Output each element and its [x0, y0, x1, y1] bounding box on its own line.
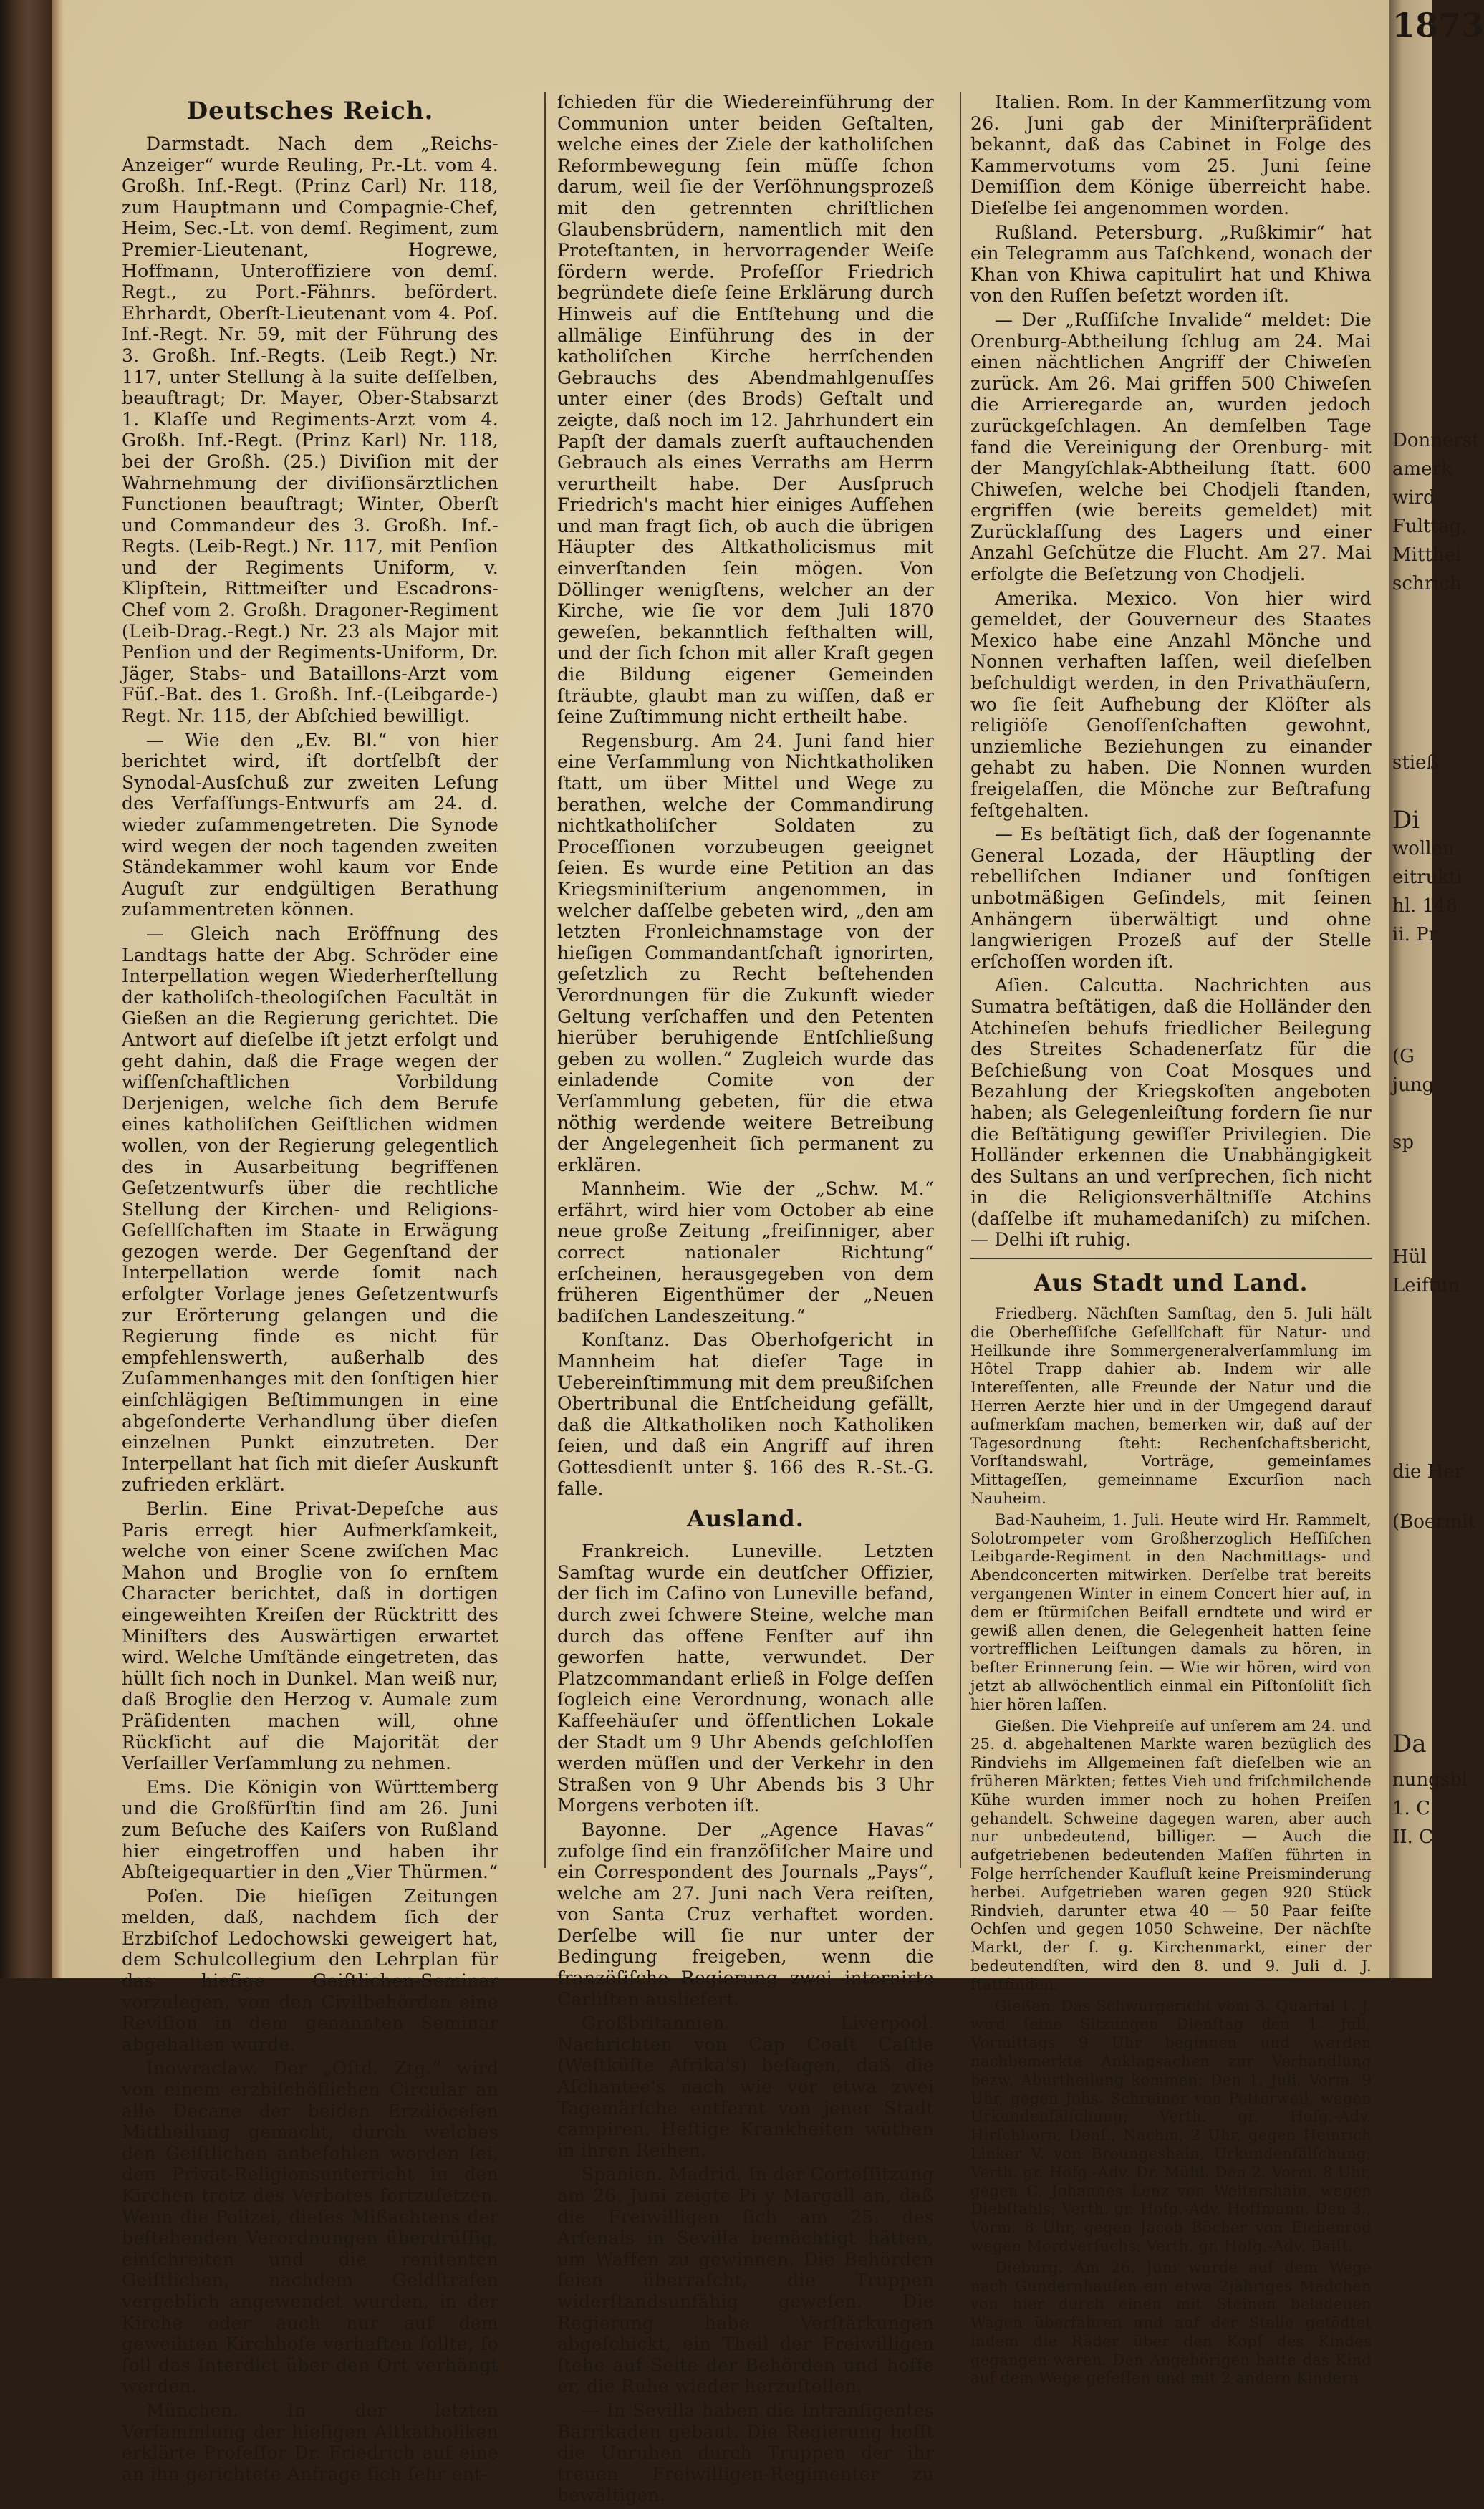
- next-page-fragment: 1. C: [1392, 1798, 1430, 1819]
- article-paragraph: — Gleich nach Eröffnung des Landtags hatte der Abg. Schröder eine Interpellation wegen Wiederherſtellung der katholiſch-theologiſchen Facultät in Gießen an die Regierung gerichtet. Die Antwort auf dieſelbe iſt jetzt erfolgt und geht dahin, daß die Frage wegen der wiſſenſchaftlichen Vorbildung Derjenigen, welche ſich dem Berufe eines katholiſchen Geiſtlichen widmen wollen, von der Regierung gelegentlich des in Ausarbeitung begriffenen Geſetzentwurfs über die rechtliche Stellung der Kirchen- und Religions-Geſellſchaften im Staate in Erwägung gezogen werde. Der Gegenſtand der Interpellation werde ſomit nach erfolgter Vorlage jenes Geſetzentwurfs zur Erörterung gelangen und die Regierung finde es nicht für empfehlenswerth, außerhalb des Zuſammenhanges mit den ſonſtigen hier einſchlägigen Beſtimmungen in eine abgeſonderte Verhandlung über dieſen einzelnen Punkt einzutreten. Der Interpellant hat ſich mit dieſer Auskunft zufrieden erklärt.: [122, 923, 498, 1496]
- section-heading-aus-stadt-und-land: Aus Stadt und Land.: [1034, 1269, 1309, 1297]
- column-middle: [557, 92, 934, 2509]
- article-paragraph: ſchieden für die Wiedereinführung der Communion unter beiden Geſtalten, welche eines der Ziele der katholiſchen Reformbewegung ſein müſſe ſchon darum, weil ſie der Verſöhnungsprozeß mit den getrennten chriſtlichen Glaubensbrüdern, namentlich mit den Proteſtanten, in hervorragender Weiſe fördern werde. Profeſſor Friedrich begründete dieſe ſeine Erklärung durch Hinweis auf die Entſtehung und die allmälige Einführung des in der katholiſchen Kirche herrſchenden Gebrauchs des Abendmahlgenuſſes unter einer (des Brods) Geſtalt und zeigte, daß noch im 12. Jahrhundert ein Papſt der damals zuerſt auftauchenden Gebrauch als eines Verraths am Herrn verurtheilt habe. Der Ausſpruch Friedrich's macht hier einiges Aufſehen und man fragt ſich, ob auch die übrigen Häupter des Altkatholicismus mit einverſtanden ſein mögen. Von Döllinger wenigſtens, welcher an der Kirche, wie ſie vor dem Juli 1870 geweſen, bekanntlich feſthalten will, und der ſich ſchon mit aller Kraft gegen die Bildung eigener Gemeinden ſträubte, glaubt man zu wiſſen, daß er ſeine Zuſtimmung nicht ertheilt habe.: [557, 92, 934, 728]
- next-page-fragment: (Boermit: [1392, 1511, 1476, 1533]
- book-binding-spine: [0, 0, 52, 1978]
- next-page-fragment: Di: [1392, 806, 1420, 834]
- section-heading-deutsches-reich: Deutsches Reich.: [186, 97, 434, 125]
- article-paragraph: — Es beſtätigt ſich, daß der ſogenannte General Lozada, der Häuptling der rebelliſchen Indianer und ſonſtigen unbotmäßigen Geſindels, mit ſeinen Anhängern überwältigt und ohne langwierigen Prozeß auf der Stelle erſchoſſen worden iſt.: [970, 824, 1372, 972]
- article-paragraph: Gießen. Das Schwurgericht vom 3. Quartal 1. J. wird ſeine Sitzungen Dienſtag den 1. Juli, Vormittags 9 Uhr beginnen und werden nachbemerkte Anklagsachen zur Verhandlung bezw. Aburtheilung kommen: Den 1. Juli, Vorm. 9 Uhr, gegen Johs. Schreiner von Petterweil, wegen Urkundenfälſchung; Verth. gr. Hofg.-Adv. Hirſchhorn, Denſ., Nachm. 2 Uhr, gegen Heinrich Linker V. von Breungeshain, Urkundenfälſchung; Verth. gr. Hofg.-Adv. Dr. Mühl. Den 2. Vorm. 8 Uhr, gegen C. Johannes Lenz von Weitershain, wegen Diebſtahls; Verth. gr. Hofg.-Adv. Hoffmann. Den 3., Vorm. 8 Uhr, gegen Jacob Böcher von Eichenrod wegen Mordverſuchs; Verth. gr. Hofg.-Adv. Baiſt.: [970, 1997, 1372, 2255]
- next-page-fragment: sp: [1392, 1132, 1414, 1153]
- next-page-fragment: Fulttag,: [1392, 516, 1468, 537]
- article-paragraph: Frankreich. Luneville. Letzten Samſtag wurde ein deutſcher Offizier, der ſich im Caſino von Luneville befand, durch zwei ſchwere Steine, welche man durch das offene Fenſter auf ihn geworfen hatte, verwundet. Der Platzcommandant erließ in Folge deſſen ſogleich eine Verordnung, wonach alle Kaffeehäuſer und öffentlichen Lokale der Stadt um 9 Uhr Abends geſchloſſen werden müſſen und der Verkehr in den Straßen von 9 Uhr Abends bis 3 Uhr Morgens verboten iſt.: [557, 1541, 934, 1816]
- next-page-fragment: II. C: [1392, 1826, 1433, 1848]
- article-paragraph: — Der „Ruſſiſche Invalide“ meldet: Die Orenburg-Abtheilung ſchlug am 24. Mai einen nächtlichen Angriff der Chiweſen zurück. Am 26. Mai griffen 500 Chiweſen die Arrieregarde an, wurden jedoch zurückgeſchlagen. An demſelben Tage fand die Vereinigung der Orenburg- mit der Mangyſchlak-Abtheilung ſtatt. 600 Chiweſen, welche bei Chodjeli ſtanden, ergriffen (wie bereits gemeldet) mit Zurücklaſſung des Lagers und einer Anzahl Geſchütze die Flucht. Am 27. Mai erfolgte die Beſetzung von Chodjeli.: [970, 309, 1372, 585]
- next-page-fragment: die Her: [1392, 1461, 1464, 1483]
- next-page-fragment: wollen: [1392, 838, 1455, 859]
- next-page-fragment: wird: [1392, 487, 1435, 509]
- next-page-fragment: nungsbl: [1392, 1769, 1468, 1791]
- next-page-fragment: 1873: [1392, 6, 1484, 44]
- article-paragraph: Großbritannien. Liverpool. Nachrichten von Cap Coaſt Caſtle (Weſtküſte Afrika's) beſagen, daß die Aſchantee's nach wie vor etwa zwei Tagemärſche entfernt von jener Stadt campiren. Heftige Krankheiten wüthen in ihren Reihen.: [557, 2013, 934, 2161]
- article-paragraph: — Wie den „Ev. Bl.“ von hier berichtet wird, iſt dortſelbſt der Synodal-Ausſchuß zur zweiten Leſung des Verfaſſungs-Entwurfs am 24. d. wieder zuſammengetreten. Die Synode wird wegen der noch tagenden zweiten Ständekammer wohl kaum vor Ende Auguſt zur endgültigen Berathung zuſammentreten können.: [122, 729, 498, 920]
- article-paragraph: Regensburg. Am 24. Juni fand hier eine Verſammlung von Nichtkatholiken ſtatt, um über Mittel und Wege zu berathen, welche der Commandirung nichtkatholiſcher Soldaten zu Proceſſionen vorzubeugen geeignet ſeien. Es wurde eine Petition an das Kriegsminiſterium angenommen, in welcher daſſelbe gebeten wird, „den am letzten Fronleichnamstage von der hieſigen Commandantſchaft ignorirten, geſetzlich zu Recht beſtehenden Verordnungen für die Zukunft wieder Geltung verſchaffen und den Petenten hierüber beruhigende Entſchließung geben zu wollen.“ Zugleich wurde das einladende Comite von der Verſammlung gebeten, für die etwa nöthig werdende weitere Betreibung der Angelegenheit ſich permanent zu erklären.: [557, 730, 934, 1175]
- article-paragraph: Berlin. Eine Privat-Depeſche aus Paris erregt hier Aufmerkſamkeit, welche von einer Scene zwiſchen Mac Mahon und Broglie von ſo ernſtem Character berichtet, daß in dortigen eingeweihten Kreiſen der Rücktritt des Miniſters des Auswärtigen erwartet wird. Welche Umſtände eingetreten, das hüllt ſich noch in Dunkel. Man weiß nur, daß Broglie den Herzog v. Aumale zum Präſidenten machen will, ohne Rückſicht auf die Majorität der Verſailler Verſammlung zu nehmen.: [122, 1498, 498, 1774]
- article-paragraph: Mannheim. Wie der „Schw. M.“ erfährt, wird hier vom October ab eine neue große Zeitung „freiſinniger, aber correct nationaler Richtung“ erſcheinen, herausgegeben von dem früheren Eigenthümer der „Neuen badiſchen Landeszeitung.“: [557, 1178, 934, 1326]
- column-left: [122, 92, 498, 2488]
- article-paragraph: Italien. Rom. In der Kammerſitzung vom 26. Juni gab der Miniſterpräſident bekannt, daß das Cabinet in Folge des Kammervotums vom 25. Juni ſeine Demiſſion dem Könige überreicht habe. Dieſelbe ſei angenommen worden.: [970, 92, 1372, 218]
- article-paragraph: Ems. Die Königin von Württemberg und die Großfürſtin ſind am 26. Juni zum Beſuche des Kaiſers von Rußland hier eingetroffen und haben ihr Abſteigequartier in den „Vier Thürmen.“: [122, 1776, 498, 1883]
- article-paragraph: Spanien. Madrid. In der Corteſſitzung am 26. Juni zeigte Pi y Margall an, daß die Freiwilligen ſich am 25. des Arſenals in Sevilla bemächtigt hätten, um Waffen zu gewinnen. Die Behörden ſeien überraſcht, die Truppen widerſtandsunfähig geweſen. Die Regierung habe Verſtärkungen abgeſchickt, ein Theil der Freiwilligen ſtehe auf Seite der Behörden und hoffe er, die Ruhe wieder herzuſtellen.: [557, 2164, 934, 2397]
- next-page-fragment: stieß: [1392, 752, 1439, 774]
- article-paragraph: Rußland. Petersburg. „Rußkimir“ hat ein Telegramm aus Taſchkend, wonach der Khan von Khiwa capitulirt hat und Khiwa von den Ruſſen beſetzt worden iſt.: [970, 221, 1372, 307]
- next-page-fragment: Mitthei: [1392, 544, 1462, 566]
- article-paragraph: Dieburg. Am 26. Juni wurde auf dem Wege nach Gundernhauſen ein etwa 2jähriges Mädchen von hier durch einen mit Steinen beladenen Wagen überfahren und auf der Stelle getödtet indem die Räder über den Kopf des Kindes gegangen waren. Den Angehörigen hatte das Kind auf dem Wege geſeſſen und mit 2 andern Kindern: [970, 2258, 1372, 2387]
- article-paragraph: Bad-Nauheim, 1. Juli. Heute wird Hr. Rammelt, Solotrompeter vom Großherzoglich Heſſiſchen Leibgarde-Regiment in den Nachmittags- und Abendconcerten mitwirken. Derſelbe trat bereits vergangenen Winter in einem Concert hier auf, in dem er ſtürmiſchen Beifall erndtete und wird er gewiß allen denen, die Gelegenheit hatten ſeine vortrefflichen Leiſtungen damals zu hören, in beſter Erinnerung ſein. — Wie wir hören, wird von jetzt ab allwöchentlich einmal ein Piſtonſoliſt ſich hier hören laſſen.: [970, 1511, 1372, 1713]
- article-paragraph: Aſien. Calcutta. Nachrichten aus Sumatra beſtätigen, daß die Holländer den Atchineſen behufs friedlicher Beilegung des Streites Schadenerſatz für die Beſchießung von Coat Mosques und Bezahlung der Kriegskoſten angeboten haben; als Gelegenleiſtung fordern ſie nur die Beſtätigung gewiſſer Privilegien. Die Holländer erkennen die Unabhängigkeit des Sultans an und verſprechen, ſich nicht in die Religionsverhältniſſe Atchins (daſſelbe iſt muhamedaniſch) zu miſchen. — Delhi iſt ruhig.: [970, 975, 1372, 1251]
- next-page-fragment: Hül: [1392, 1246, 1427, 1268]
- next-page-fragment: Leiftun: [1392, 1275, 1460, 1296]
- next-page-fragment: Donnerst: [1392, 430, 1480, 451]
- article-paragraph: — In Sevilla haben die Intranſigentes Barrikaden gebaut. Die Regierung hofft die Unruhen durch Truppen der ihr treuen Freiwilligen-Regimenter zu bewältigen.: [557, 2399, 934, 2506]
- article-paragraph: Konſtanz. Das Oberhofgericht in Mannheim hat dieſer Tage in Uebereinſtimmung mit dem preußiſchen Obertribunal die Entſcheidung gefällt, daß die Altkatholiken noch Katholiken ſeien, und daß ein Angriff auf ihren Gottesdienſt unter §. 166 des R.-St.-G. falle.: [557, 1329, 934, 1499]
- column-right: [970, 92, 1372, 2391]
- next-page-fragment: jung: [1392, 1074, 1435, 1096]
- next-page-fragment: hl. 148: [1392, 895, 1458, 917]
- next-page-fragment: Da: [1392, 1730, 1427, 1758]
- page-gutter-edge: [52, 0, 64, 1978]
- article-paragraph: Gießen. Die Viehpreiſe auf unſerem am 24. und 25. d. abgehaltenen Markte waren bezüglich des Rindviehs im Allgemeinen faſt dieſelben wie an früheren Märkten; fettes Vieh und friſchmilchende Kühe wurden immer noch zu hohen Preiſen gehandelt. Schweine dagegen waren, aber auch nur unbedeutend, billiger. — Auch die aufgetriebenen bedeutenden Maſſen führten in Folge herrſchender Kaufluſt keine Preisminderung herbei. Aufgetrieben waren gegen 920 Stück Rindvieh, darunter etwa 40 — 50 Paar feiſte Ochſen und gegen 1050 Schweine. Der nächſte Markt, der ſ. g. Kirchenmarkt, einer der bedeutendſten, wird den 8. und 9. Juli d. J. ſtattfinden.: [970, 1717, 1372, 1993]
- article-paragraph: Poſen. Die hieſigen Zeitungen melden, daß, nachdem ſich der Erzbiſchof Ledochowski geweigert hat, dem Schulcollegium den Lehrplan für das hieſige Geiſtlichen-Seminar vorzulegen, von den Civilbehörden eine Reviſion in dem genannten Seminar abgehalten wurde.: [122, 1885, 498, 2055]
- next-page-fragment: schrich: [1392, 573, 1462, 594]
- column-divider: [544, 92, 546, 1868]
- next-page-fragment: amerk: [1392, 458, 1452, 480]
- section-heading-ausland: Ausland.: [687, 1505, 804, 1533]
- article-paragraph: Friedberg. Nächſten Samſtag, den 5. Juli hält die Oberheſſiſche Geſellſchaft für Natur- und Heilkunde ihre Sommergeneralverſammlung im Hôtel Trapp dahier ab. Indem wir alle Intereſſenten, alle Freunde der Natur und die Herren Aerzte hier und in der Umgegend darauf aufmerkſam machen, bemerken wir, daß auf der Tagesordnung ſteht: Rechenſchaftsbericht, Vorſtandswahl, Vorträge, gemeinſames Mittageſſen, gemeinname Excurſion nach Nauheim.: [970, 1305, 1372, 1508]
- article-paragraph: Inowraclaw. Der „Oſtd. Ztg.“ wird von einem erzbiſchöflichen Circular an alle Decane der beiden Erzdiöceſen Mittheilung gemacht, durch welches den Geiſtlichen anbefohlen worden ſei, den Privat-Religionsunterricht in den Kirchen trotz des Verbotes fortzuſetzen. Wenn die Polizei, dieſes Mißachtens der beſtehenden Verordnungen überdrüſſig, einſchreiten und die renitenten Geiſtlichen, nachdem Geldſtrafen vergeblich angewendet wurden, in der Kirche oder auch nur auf dem geweihten Kirchhofe verhaften ſollte, ſo ſoll das Interdict über den Ort verhängt werden.: [122, 2058, 498, 2397]
- article-paragraph: Bayonne. Der „Agence Havas“ zufolge ſind ein franzöſiſcher Maire und ein Correspondent des Journals „Pays“, welche am 27. Juni nach Vera reiſten, von Santa Cruz verhaftet worden. Derſelbe will ſie nur unter der Bedingung freigeben, wenn die franzöſiſche Regierung zwei internirte Carliſten ausliefert.: [557, 1819, 934, 2010]
- next-page-fragment: ii. Pr: [1392, 924, 1438, 945]
- article-paragraph: Amerika. Mexico. Von hier wird gemeldet, der Gouverneur des Staates Mexico habe eine Anzahl Mönche und Nonnen verhaften laſſen, weil dieſelben beſchuldigt werden, in den Privathäuſern, wo ſie ſeit Aufhebung der Klöſter als religiöſe Genoſſenſchaften gewohnt, unziemliche Beziehungen zu einander gehabt zu haben. Die Nonnen wurden freigelaſſen, die Mönche zur Beſtrafung feſtgehalten.: [970, 587, 1372, 821]
- next-page-fragment: (G: [1392, 1046, 1415, 1067]
- adjacent-page-edge: [1389, 0, 1484, 1978]
- article-paragraph: Darmstadt. Nach dem „Reichs-Anzeiger“ wurde Reuling, Pr.-Lt. vom 4. Großh. Inf.-Regt. (Prinz Carl) Nr. 118, zum Hauptmann und Compagnie-Chef, Heim, Sec.-Lt. von demſ. Regiment, zum Premier-Lieutenant, Hogrewe, Hoffmann, Unteroffiziere von demſ. Regt., zu Port.-Fähnrs. befördert. Ehrhardt, Oberſt-Lieutenant vom 4. Poſ. Inf.-Regt. Nr. 59, mit der Führung des 3. Großh. Inf.-Regts. (Leib Regt.) Nr. 117, unter Stellung à la suite deſſelben, beauftragt; Dr. Mayer, Ober-Stabsarzt 1. Klaſſe und Regiments-Arzt vom 4. Großh. Inf.-Regt. (Prinz Karl) Nr. 118, bei der Großh. (25.) Diviſion mit der Wahrnehmung der diviſionsärztlichen Functionen beauftragt; Winter, Oberſt und Commandeur des 3. Großh. Inf.-Regts. (Leib-Regt.) Nr. 117, mit Penſion und der Regiments Uniform, v. Klipſtein, Rittmeiſter und Escadrons-Chef vom 2. Großh. Dragoner-Regiment (Leib-Drag.-Regt.) Nr. 23 als Major mit Penſion und der Regiments-Uniform, Dr. Jäger, Stabs- und Bataillons-Arzt vom Füſ.-Bat. des 1. Großh. Inf.-(Leibgarde-) Regt. Nr. 115, der Abſchied bewilligt.: [122, 133, 498, 727]
- next-page-fragment: eitrukti: [1392, 867, 1463, 888]
- column-divider: [960, 92, 961, 1868]
- article-paragraph: München. In der letzten Verſammlung der hieſigen Altkatholiken erklärte Profeſſor Dr. Friedrich auf eine an ihn gerichtete Anfrage ſich ſehr ent-: [122, 2399, 498, 2485]
- section-separator: [970, 1258, 1372, 1259]
